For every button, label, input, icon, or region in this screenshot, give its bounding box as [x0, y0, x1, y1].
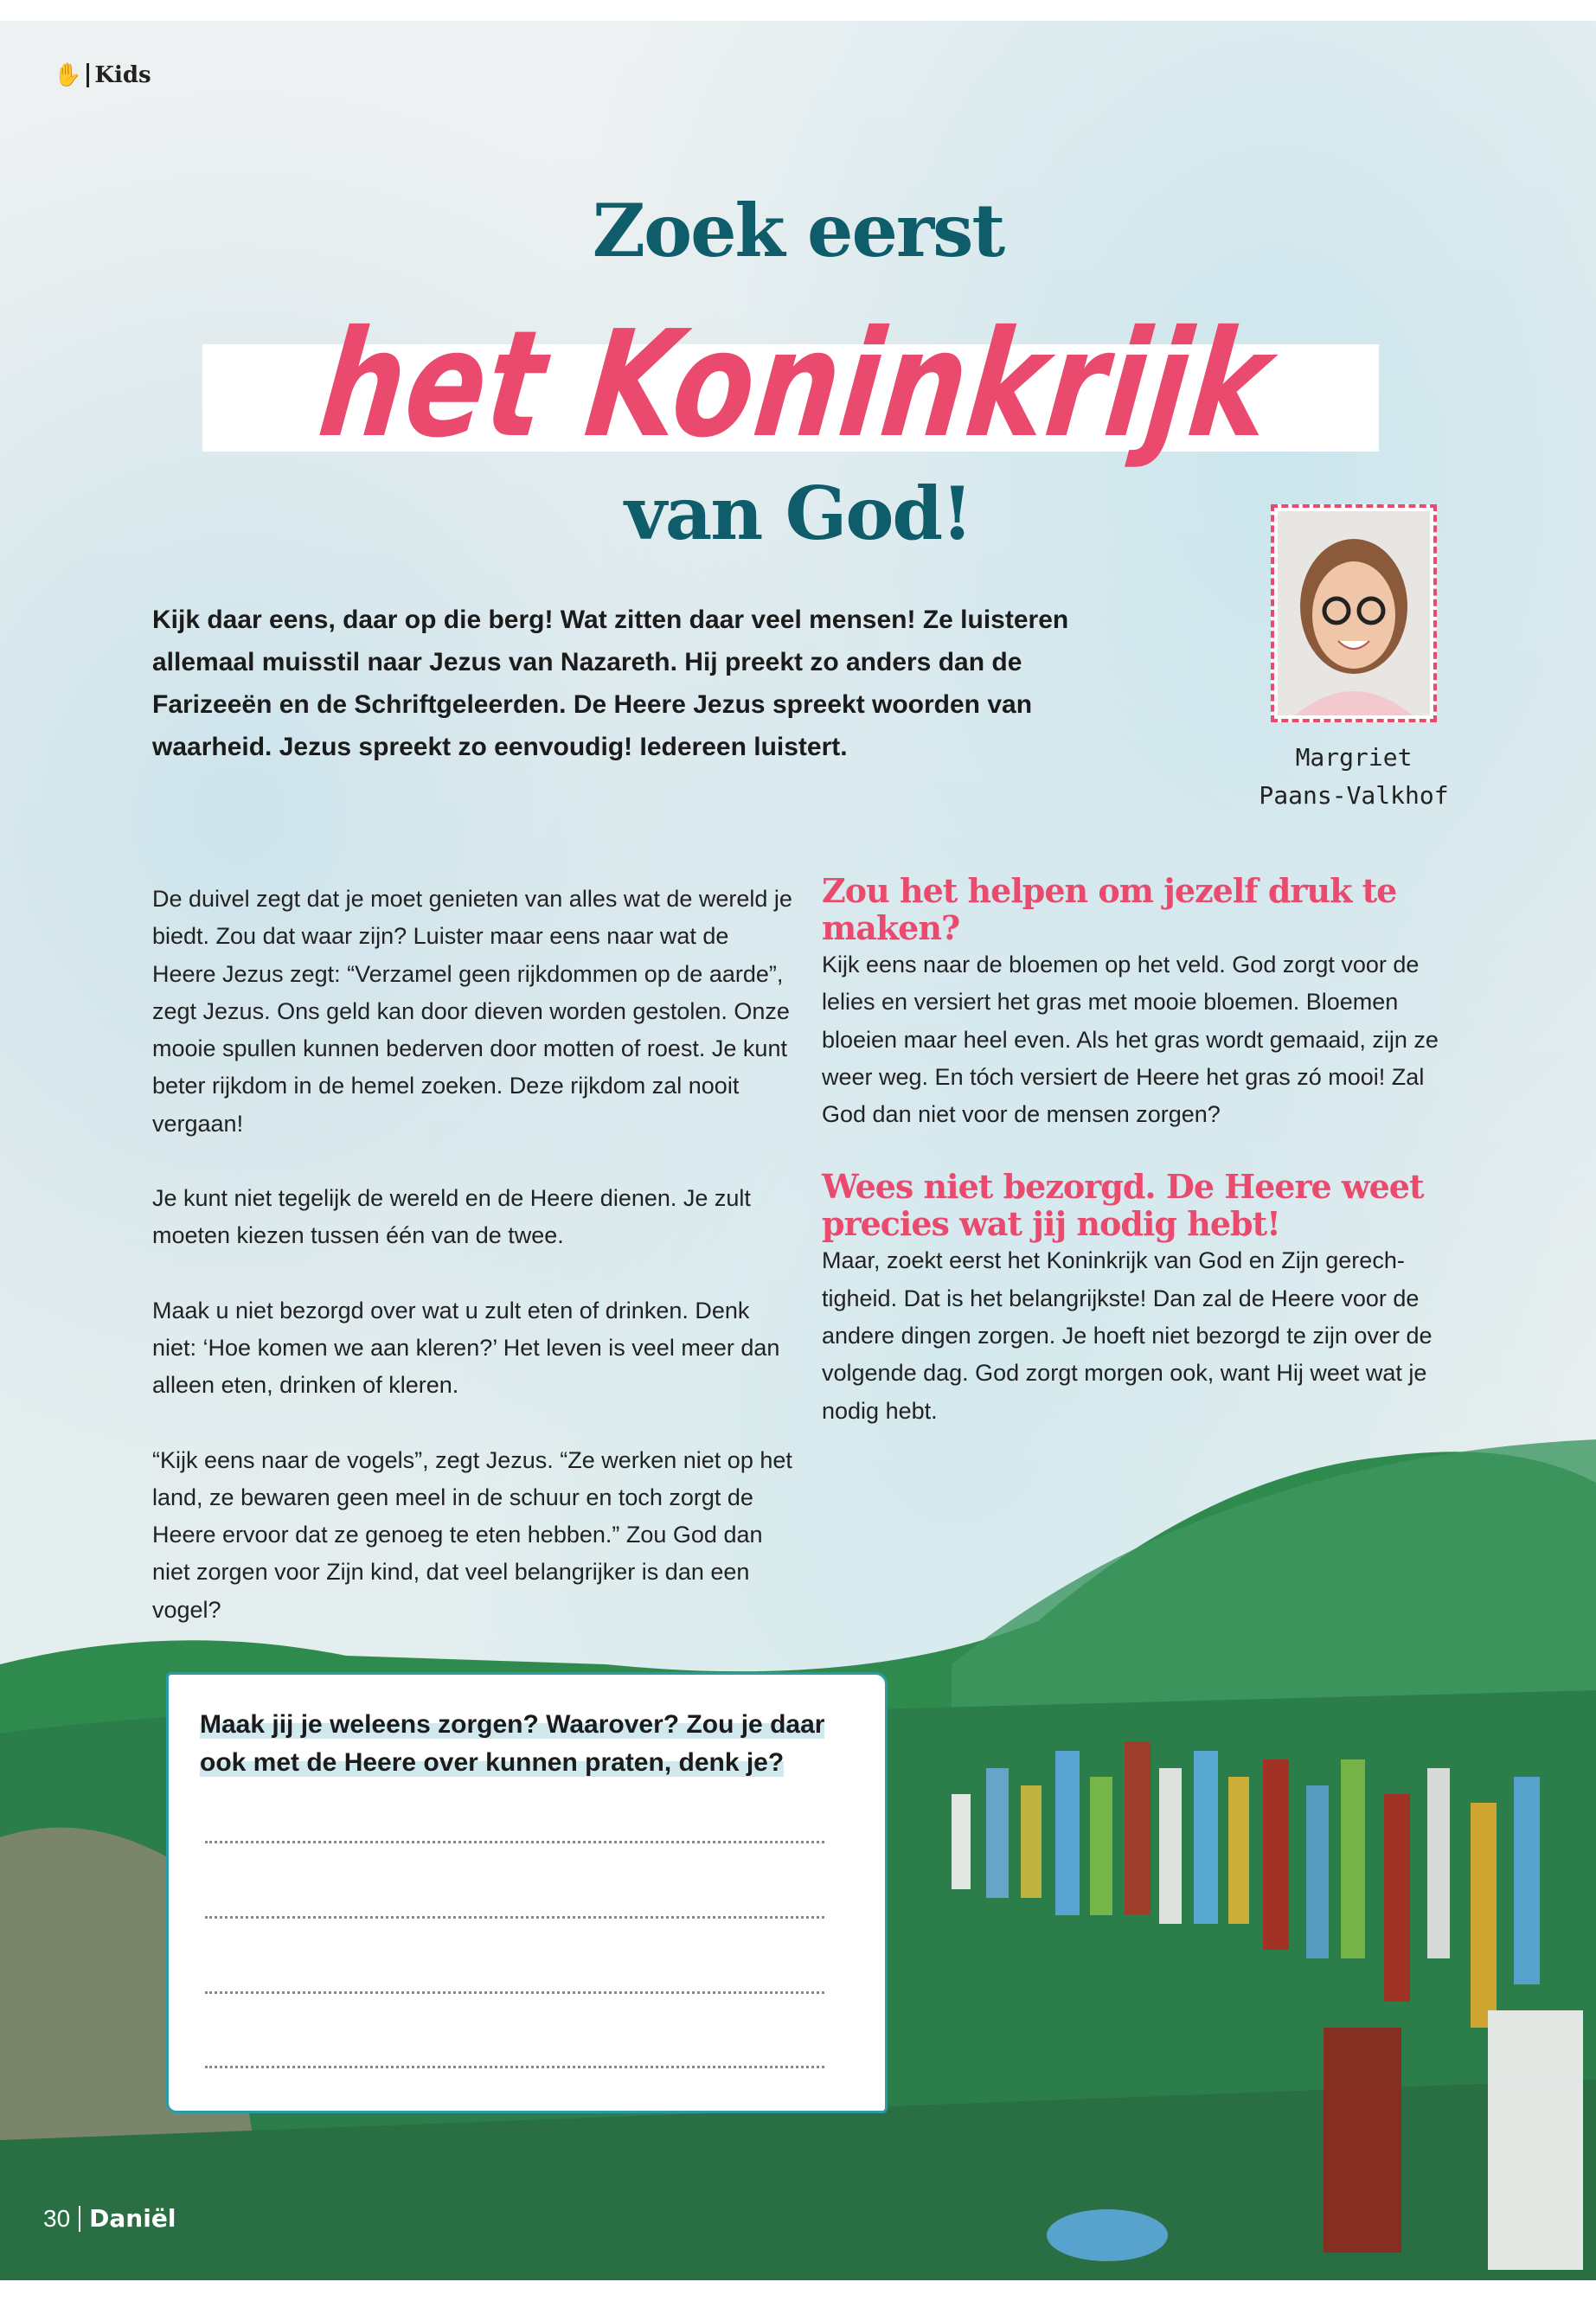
- subheading: Wees niet bezorgd. De Heere weet precies wat jij nodig hebt!: [822, 1167, 1424, 1244]
- left-column: [152, 881, 792, 1666]
- paragraph: Je kunt niet tegelijk de wereld en de Heere dienen. Je zult moeten kiezen tussen één van de twee.: [152, 1185, 751, 1249]
- title-line-2: het Koninkrijk: [311, 299, 1280, 471]
- question-box: [166, 1672, 888, 2113]
- answer-line[interactable]: [205, 1916, 824, 1919]
- answer-line[interactable]: [205, 1991, 824, 1994]
- intro-paragraph: Kijk daar eens, daar op die berg! Wat zitten daar veel mensen! Ze luisteren allemaal muisstil naar Jezus van Nazareth. Hij preekt zo anders dan de Farizeeën en de Schriftgeleerden. De Heere Jezus spreekt woorden van waarheid. Jezus spreekt zo eenvoudig! Iedereen luistert.: [152, 606, 1069, 761]
- paragraph: Maar, zoekt eerst het Koninkrijk van God en Zijn gerechtigheid. Dat is het belangrijkste! Dan zal de Heere voor de andere dingen zorgen. Je hoeft niet bezorgd te zijn over de volgende dag. God zorgt morgen ook, want Hij weet wat je nodig hebt.: [822, 1247, 1433, 1424]
- author-last-name: Paans-Valkhof: [1259, 781, 1449, 810]
- title-line-1: Zoek eerst: [592, 188, 1004, 273]
- divider: [79, 2206, 80, 2232]
- answer-line[interactable]: [205, 2066, 824, 2068]
- author-photo: [1271, 504, 1437, 722]
- title-line-3: van God!: [625, 471, 971, 556]
- magazine-name: Daniël: [89, 2204, 176, 2233]
- answer-line[interactable]: [205, 1841, 824, 1843]
- section-name: Kids: [94, 62, 151, 88]
- subheading: Zou het helpen om jezelf druk te maken?: [822, 871, 1397, 947]
- page-number: 30: [43, 2204, 71, 2232]
- paragraph: Kijk eens naar de bloemen op het veld. God zorgt voor de lelies en versiert het gras met mooie bloemen. Bloemen bloeien maar heel even. Als het gras wordt gemaaid, zijn ze weer weg. En tóch versiert de Heere het gras zó mooi! Zal God dan niet voor de mensen zorgen?: [822, 952, 1439, 1128]
- paragraph: “Kijk eens naar de vogels”, zegt Jezus. “Ze werken niet op het land, ze bewaren geen meel in de schuur en toch zorgt de Heere ervoor dat ze genoeg te eten hebben.” Zou God dan niet zorgen voor Zijn kind, dat veel belangrijker is dan een vogel?: [152, 1446, 792, 1623]
- right-column: [822, 872, 1445, 1430]
- author-caption: [1228, 739, 1479, 815]
- page-footer: [43, 2204, 176, 2233]
- question-text: Maak jij je weleens zorgen? Waarover? Zou je daar ook met de Heere over kunnen praten, denk je?: [200, 1710, 825, 1777]
- author-portrait-icon: [1278, 511, 1430, 715]
- author-first-name: Margriet: [1295, 743, 1413, 772]
- section-label: [54, 62, 151, 88]
- divider: [87, 63, 89, 87]
- paragraph: Maak u niet bezorgd over wat u zult eten of drinken. Denk niet: ‘Hoe komen we aan kleren?’ Het leven is veel meer dan alleen eten, drinken of kleren.: [152, 1297, 780, 1399]
- paragraph: De duivel zegt dat je moet genieten van alles wat de wereld je biedt. Zou dat waar zijn? Luister maar eens naar wat de Heere Jezus zegt: “Verzamel geen rijkdommen op de aarde”, zegt Jezus. Ons geld kan door dieven worden gestolen. Onze mooie spullen kunnen bederven door motten of roest. Je kunt beter rijkdom in de hemel zoeken. Deze rijkdom zal nooit vergaan!: [152, 886, 792, 1137]
- hand-icon: ✋: [54, 62, 82, 88]
- magazine-page: [0, 21, 1596, 2280]
